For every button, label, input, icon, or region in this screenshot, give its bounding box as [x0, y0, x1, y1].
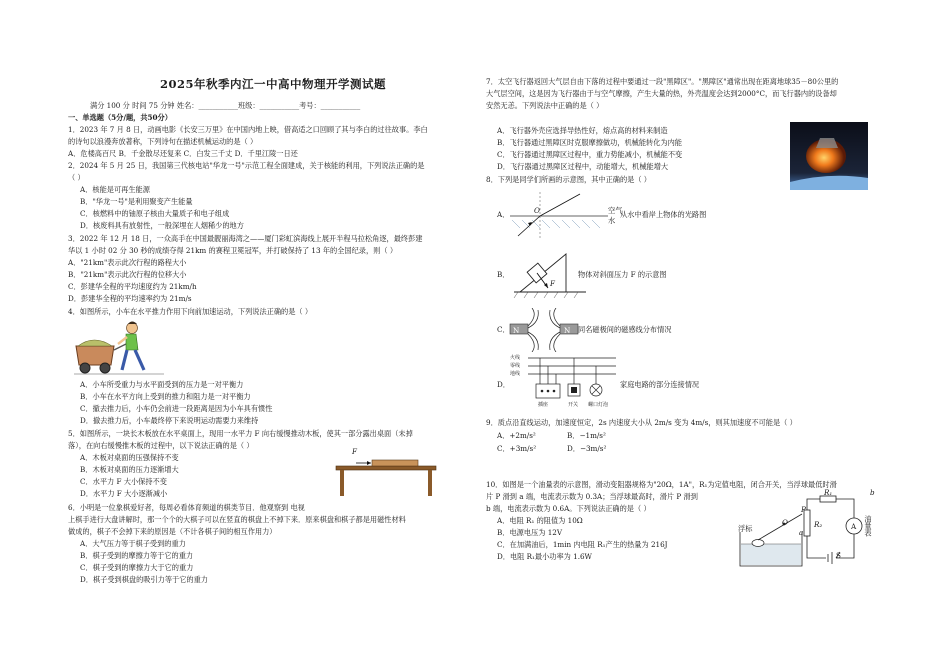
q7-option-b: B．飞行器通过黑障区时克服摩擦做功，机械能转化为内能 [497, 138, 682, 147]
q6-stem-1: 6．小明是一位象棋爱好者，每周必看体育频道的棋类节目．他观察到 电视 [68, 503, 305, 512]
q8-option-d-figure [508, 354, 618, 406]
q1-stem-1: 1．2023 年 7 月 8 日，动画电影《长安三万里》在中国内地上映，借高适之口回顾了其与李白的过往故事。李白 [68, 125, 428, 134]
q5-stem-2: 落），在向右缓慢推木板的过程中，以下说法正确的是（ ） [68, 441, 254, 450]
q6-option-d: D．棋子受到棋盘的吸引力等于它的重力 [80, 575, 208, 584]
q10-fig-b-label: b [870, 488, 875, 497]
q1-stem-2: 的诗句以浪漫奔放著称，下列诗句在描述机械运动的是（ ） [68, 137, 258, 146]
q10-fig-ammeter-label: A [851, 522, 857, 531]
q4-option-c: C．撤去推力后，小车仍会前进一段距离是因为小车具有惯性 [80, 404, 273, 413]
q4-option-a: A．小车所受重力与水平面受到的压力是一对平衡力 [80, 380, 244, 389]
q3-option-c: C．彭建华全程的平均速度约为 21km/h [68, 282, 197, 291]
q8-b-desc: 物体对斜面压力 F 的示意图 [578, 270, 667, 279]
q8-option-c-label: C． [497, 325, 510, 334]
exam-title: 2025年秋季内江一中高中物理开学测试题 [160, 77, 387, 91]
q7-stem-3: 安然无恙。下列说法中正确的是（ ） [486, 101, 604, 110]
q9-option-b: B．−1m/s² [567, 431, 606, 440]
q8-a-desc: 从水中看岸上物体的光路图 [620, 210, 707, 219]
q4-option-d: D．撤去推力后，小车最终停下来说明运动需要力来维持 [80, 416, 259, 425]
exam-info: 满分 100 分 时间 75 分钟 姓名：___________班级：___________考号：___________ [90, 101, 361, 110]
q8-b-f-label: F [550, 279, 555, 288]
q2-stem-2: （ ） [68, 173, 85, 182]
q3-option-a: A．"21km"表示此次行程的路程大小 [68, 258, 187, 267]
q10-stem-1: 10．如图是一个油量表的示意图，滑动变阻器规格为"20Ω，1A"，R₁为定值电阻，闭合开关，当浮球最低时滑 [486, 480, 837, 489]
q8-c-n2-label: N [564, 326, 571, 335]
q7-option-d: D．飞行器通过黑障区过程中，动能增大，机械能增大 [497, 162, 669, 171]
q8-d-neutral-label: 零线 [510, 363, 521, 369]
q5-table-figure [332, 452, 440, 498]
q5-option-a: A．木板对桌面的压强保持不变 [80, 453, 179, 462]
q6-stem-3: 做成的，棋子不会掉下来的原因是（不计各棋子间的相互作用力） [68, 527, 277, 536]
q8-d-live-label: 火线 [510, 355, 521, 361]
q8-c-desc: 同名磁极间的磁感线分布情况 [578, 325, 672, 334]
q8-d-switch-label: 开关 [568, 402, 579, 408]
q6-stem-2: 上棋手进行大盘讲解时，那一个个的大棋子可以在竖直的棋盘上不掉下来．原来棋盘和棋子都是用磁性材料 [68, 515, 406, 524]
q5-force-label: F [352, 447, 357, 456]
q10-fig-o-label: O [782, 518, 788, 527]
q7-option-a: A．飞行器外壳应选择导热性好，熔点高的材料来制造 [497, 126, 668, 135]
q9-option-a: A．+2m/s² [497, 431, 536, 440]
q6-option-c: C．棋子受到的摩擦力大于它的重力 [80, 563, 194, 572]
q10-fig-float-label: 浮标 [738, 524, 753, 533]
q8-a-water-label: 水 [608, 216, 616, 225]
q10-stem-3: b 端，电流表示数为 0.6A。下列说法正确的是（ ） [486, 504, 651, 513]
q5-option-d: D．水平力 F 大小逐渐减小 [80, 489, 168, 498]
q10-fig-p-label: P [801, 505, 806, 514]
q4-option-b: B．小车在水平方向上受到的推力和阻力是一对平衡力 [80, 392, 251, 401]
q8-d-lamp-label: 螺口灯泡 [588, 402, 609, 408]
q3-option-b: B．"21km"表示此次行程的位移大小 [68, 270, 187, 279]
q10-option-b: B．电源电压为 12V [497, 528, 563, 537]
q3-stem-1: 3．2022 年 12 月 18 日，一众高手在中国最靓丽海湾之——厦门彩虹滨海线上展开半程马拉松角逐，最终彭建 [68, 234, 423, 243]
q4-stem: 4．如图所示，小车在水平推力作用下向前加速运动，下列说法正确的是（ ） [68, 307, 313, 316]
q10-fig-r1-label: R₁ [824, 488, 833, 497]
q8-a-o-label: O [534, 206, 540, 215]
q8-d-desc: 家庭电路的部分连接情况 [620, 380, 700, 389]
q7-stem-2: 大气层空间，这是因为飞行器由于与空气摩擦，产生大量的热，外壳温度会达到2000°C，而飞行器内的设备却 [486, 89, 837, 98]
q2-option-c: C．核燃料中的铀原子核由大量质子和电子组成 [80, 209, 230, 218]
q10-fig-r2-label: R₂ [814, 520, 823, 529]
q3-option-d: D．彭建华全程的平均速率约为 21m/s [68, 294, 192, 303]
q8-d-ground-label: 地线 [510, 371, 521, 377]
q8-option-a-figure [508, 188, 618, 240]
q10-option-a: A．电阻 R₁ 的阻值为 10Ω [497, 516, 583, 525]
q4-cart-figure [74, 318, 164, 376]
q2-option-a: A．核能是可再生能源 [80, 185, 150, 194]
q5-stem-1: 5．如图所示，一块长木板放在水平桌面上，现用一水平力 F 向右缓慢推动木板，使其一部分露出桌面（未掉 [68, 429, 413, 438]
q8-d-socket-label: 插座 [538, 402, 549, 408]
q8-option-b-label: B． [497, 270, 510, 279]
q8-option-d-label: D． [497, 380, 510, 389]
section-single-choice: 一、单选题（5分/题，共50分） [68, 113, 172, 122]
q6-option-b: B．棋子受到的摩擦力等于它的重力 [80, 551, 194, 560]
q2-option-b: B．"华龙一号"是利用聚变产生能量 [80, 197, 193, 206]
q7-spacecraft-photo [790, 122, 868, 190]
q2-stem-1: 2．2024 年 5 月 25 日，我国第三代核电站"华龙一号"示范工程全面建成，关于核能的利用，下列说法正确的是 [68, 161, 425, 170]
q5-option-b: B．木板对桌面的压力逐渐增大 [80, 465, 179, 474]
q2-option-d: D．核废料具有放射性，一般深埋在人烟稀少的地方 [80, 221, 244, 230]
q5-option-c: C．水平力 F 大小保持不变 [80, 477, 167, 486]
q6-option-a: A．大气压力等于棋子受到的重力 [80, 539, 186, 548]
q10-stem-2: 片 P 滑到 a 端，电流表示数为 0.3A；当浮球最高时，滑片 P 滑到 [486, 492, 698, 501]
q10-fig-switch-label: S [836, 551, 841, 560]
q8-c-n1-label: N [513, 326, 520, 335]
q3-stem-2: 华以 1 小时 02 分 30 秒的成绩夺得 21km 的赛程卫冕冠军，并打破保持了 13 年的全国纪录，则（ ） [68, 246, 398, 255]
q8-a-air-label: 空气 [608, 206, 623, 215]
q9-option-c: C．+3m/s² [497, 444, 537, 453]
q9-option-d: D．−3m/s² [567, 444, 607, 453]
q1-options: A．危楼高百尺 B．千金散尽还复来 C．白发三千丈 D．千里江陵一日还 [68, 149, 298, 158]
q10-fig-meter-label: 油量表 [864, 515, 873, 537]
q8-stem: 8．下列是同学们所画的示意图，其中正确的是（ ） [486, 175, 651, 184]
q7-option-c: C．飞行器通过黑障区过程中，重力势能减小，机械能不变 [497, 150, 683, 159]
q7-stem-1: 7．太空飞行器返回大气层自由下落的过程中要通过一段"黑障区"。"黑障区"通常出现在距离地球35－80公里的 [486, 77, 839, 86]
q8-option-a-label: A． [497, 210, 510, 219]
q10-fig-a-end-label: a [799, 528, 804, 537]
q9-stem: 9．质点沿直线运动，加速度恒定，2s 内速度大小从 2m/s 变为 4m/s，则其加速度不可能是（ ） [486, 418, 797, 427]
q10-option-c: C．在加满油后，1min 内电阻 R₁产生的热量为 216J [497, 540, 668, 549]
q10-option-d: D．电阻 R₁最小功率为 1.6W [497, 552, 592, 561]
